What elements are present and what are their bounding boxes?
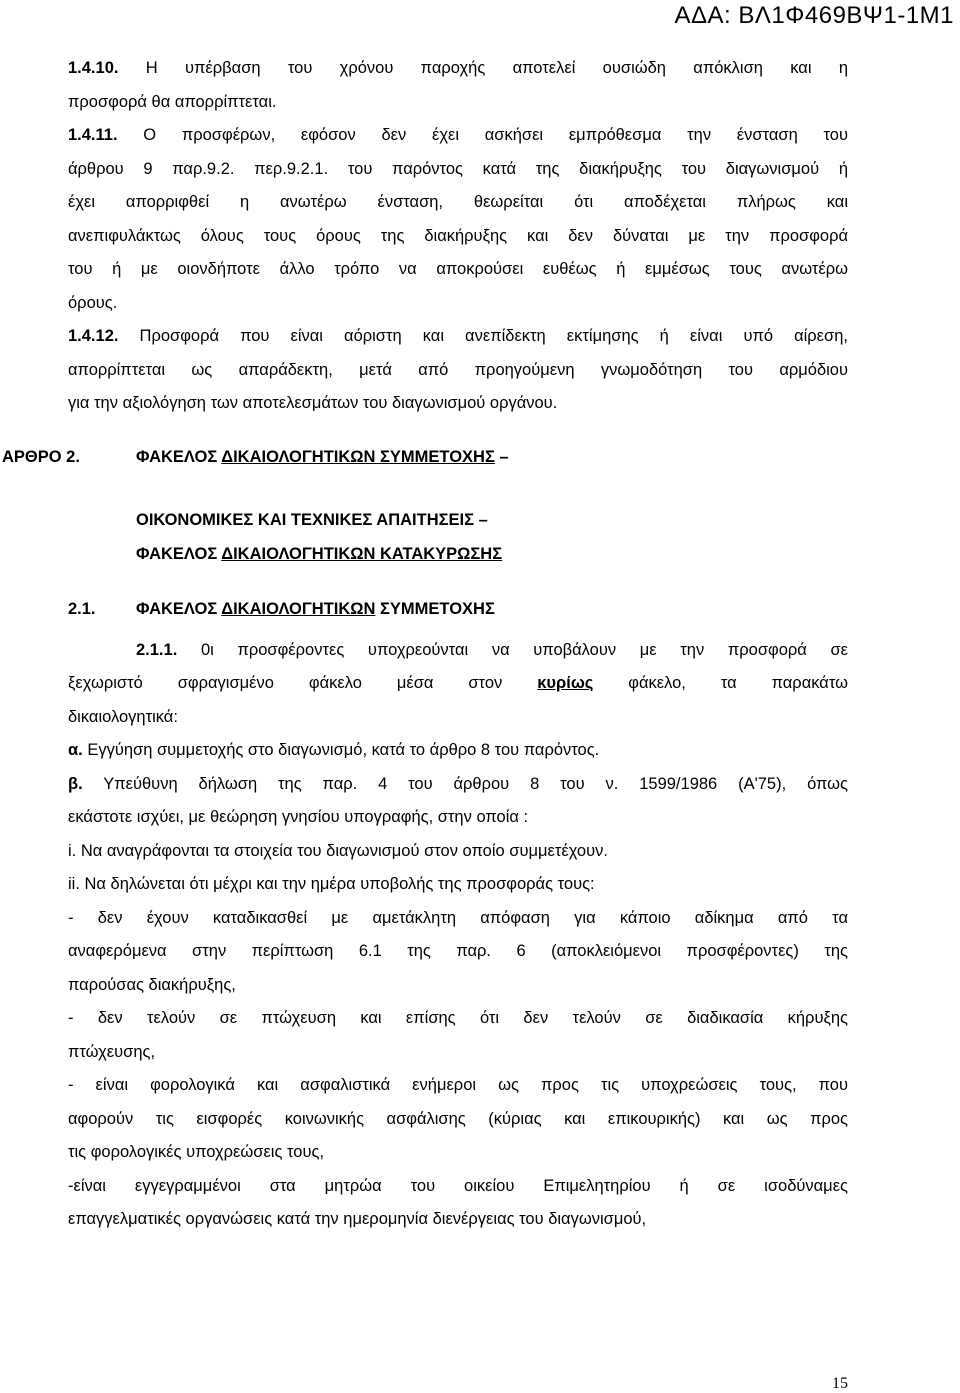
item-text: επαγγελματικές οργανώσεις κατά την ημερομηνία διενέργειας του διαγωνισμού, [68, 1210, 647, 1228]
ada-header: ΑΔΑ: ΒΛ1Φ469ΒΨ1-1Μ1 [674, 2, 954, 29]
clause-text: προσφορά θα απορρίπτεται. [68, 92, 277, 111]
dash-item-1 [68, 902, 848, 1003]
emphasis-underlined: κυρίως [537, 674, 594, 692]
article-title-line-3 [68, 537, 848, 571]
title-text: ΦΑΚΕΛΟΣ [136, 544, 222, 563]
clause-text: άρθρου 9 παρ.9.2. περ.9.2.1. του παρόντος κατά της διακήρυξης του διαγωνισμού ή [68, 159, 848, 178]
clause-text: ανεπιφυλάκτως όλους τους όρους της διακήρυξης και δεν δύναται με την προσφορά [68, 226, 848, 245]
item-label: β. [68, 774, 83, 793]
item-text: αναφερόμενα στην περίπτωση 6.1 της παρ. 6 (αποκλειόμενοι προσφέροντες) της [68, 942, 848, 960]
item-text: - δεν έχουν καταδικασθεί με αμετάκλητη απόφαση για κάποιο αδίκημα από τα [68, 908, 848, 927]
item-text: -είναι εγγεγραμμένοι στα μητρώα του οικείου Επιμελητηρίου ή σε ισοδύναμες [68, 1176, 848, 1195]
section-title: ΣΥΜΜΕΤΟΧΗΣ [375, 599, 495, 618]
item-text: πτώχευσης, [68, 1042, 156, 1061]
title-underlined: ΔΙΚΑΙΟΛΟΓΗΤΙΚΩΝ ΚΑΤΑΚΥΡΩΣΗΣ [221, 544, 503, 563]
section-2-1-heading [68, 593, 848, 626]
paragraph-1-4-12 [68, 320, 848, 421]
item-text: τις φορολογικές υποχρεώσεις τους, [68, 1143, 325, 1161]
clause-text: έχει απορριφθεί η ανωτέρω ένσταση, θεωρείται ότι αποδέχεται πλήρως και [68, 193, 848, 211]
document-body [2, 52, 848, 1237]
item-i: i. Να αναγράφονται τα στοιχεία του διαγωνισμού στον οποίο συμμετέχουν. [68, 841, 608, 860]
clause-text: 0ι προσφέροντες υποχρεούνται να υποβάλουν με την προσφορά σε [177, 640, 848, 659]
paragraph-2-1-1 [68, 634, 848, 735]
paragraph-1-4-10 [68, 52, 848, 119]
section-number: 2.1. [68, 599, 96, 618]
item-text: Υπεύθυνη δήλωση της παρ. 4 του άρθρου 8 του ν. 1599/1986 (Α'75), όπως [82, 774, 848, 793]
clause-text: ξεχωριστό σφραγισμένο φάκελο μέσα στον [68, 674, 538, 692]
title-underlined: ΔΙΚΑΙΟΛΟΓΗΤΙΚΩΝ ΣΥΜΜΕΤΟΧΗΣ [221, 447, 495, 466]
clause-text: του ή με οιονδήποτε άλλο τρόπο να αποκρούσει ευθέως ή εμμέσως τους ανωτέρω [68, 260, 848, 278]
title-text: ΦΑΚΕΛΟΣ [136, 447, 222, 466]
item-text: αφορούν τις εισφορές κοινωνικής ασφάλισης (κύριας και επικουρικής) και ως προς [68, 1109, 848, 1128]
dash-item-3 [68, 1069, 848, 1170]
paragraph-1-4-11 [68, 119, 848, 320]
item-text: - δεν τελούν σε πτώχευση και επίσης ότι δεν τελούν σε διαδικασία κήρυξης [68, 1009, 848, 1027]
clause-text: δικαιολογητικά: [68, 707, 178, 726]
item-a [68, 734, 848, 768]
clause-text: για την αξιολόγηση των αποτελεσμάτων του διαγωνισμού οργάνου. [68, 394, 558, 412]
item-text: Εγγύηση συμμετοχής στο διαγωνισμό, κατά το άρθρο 8 του παρόντος. [82, 741, 600, 759]
item-b [68, 768, 848, 835]
clause-text: όρους. [68, 293, 118, 312]
section-title: ΦΑΚΕΛΟΣ [136, 599, 222, 618]
clause-text: Προσφορά που είναι αόριστη και ανεπίδεκτη εκτίμησης ή είναι υπό αίρεση, [118, 327, 848, 345]
article-title-line-2: ΟΙΚΟΝΟΜΙΚΕΣ ΚΑΙ ΤΕΧΝΙΚΕΣ ΑΠΑΙΤΗΣΕΙΣ – [136, 510, 488, 529]
dash-item-4 [68, 1170, 848, 1237]
clause-number: 1.4.12. [68, 327, 119, 345]
clause-text: Ο προσφέρων, εφόσον δεν έχει ασκήσει εμπρόθεσμα την ένσταση του [117, 126, 848, 144]
section-title-underlined: ΔΙΚΑΙΟΛΟΓΗΤΙΚΩΝ [221, 599, 376, 618]
clause-number: 1.4.10. [68, 59, 119, 77]
article-label: ΑΡΘΡΟ 2. [2, 447, 80, 466]
clause-text: απορρίπτεται ως απαράδεκτη, μετά από προηγούμενη γνωμοδότηση του αρμόδιου [68, 360, 848, 379]
item-label: α. [68, 741, 83, 759]
item-text: παρούσας διακήρυξης, [68, 975, 236, 994]
article-title-line-1 [136, 441, 509, 474]
clause-text: Η υπέρβαση του χρόνου παροχής αποτελεί ουσιώδη απόκλιση και η [118, 59, 848, 77]
dash-item-2 [68, 1002, 848, 1069]
item-text: - είναι φορολογικά και ασφαλιστικά ενήμεροι ως προς τις υποχρεώσεις τους, που [68, 1076, 848, 1094]
clause-number: 1.4.11. [68, 126, 118, 144]
item-text: εκάστοτε ισχύει, με θεώρηση γνησίου υπογραφής, στην οποία : [68, 808, 529, 826]
page-number: 15 [832, 1375, 848, 1392]
clause-text: φάκελο, τα παρακάτω [593, 674, 848, 692]
title-text: – [494, 447, 509, 466]
article-heading [2, 441, 848, 474]
clause-number: 2.1.1. [136, 640, 178, 659]
item-ii: ii. Να δηλώνεται ότι μέχρι και την ημέρα υποβολής της προσφοράς τους: [68, 875, 595, 893]
